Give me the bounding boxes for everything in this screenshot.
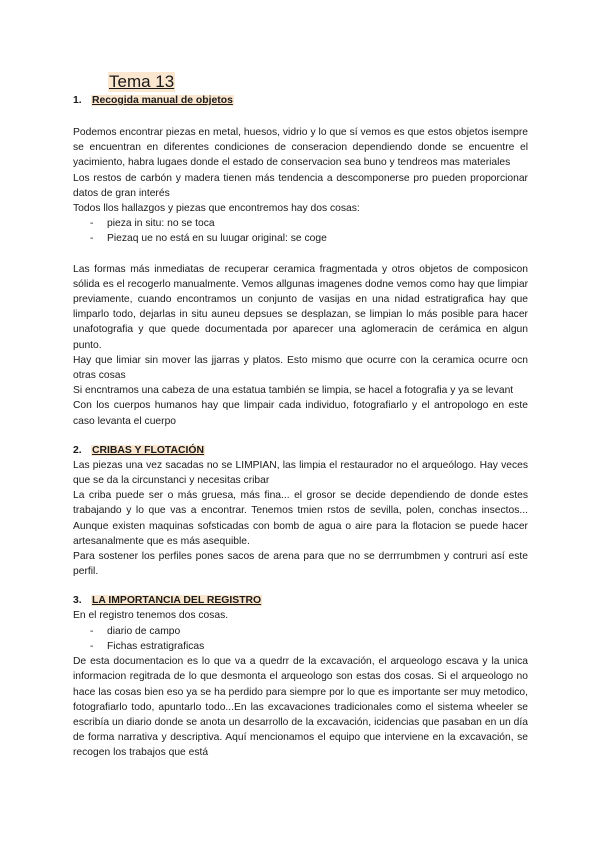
bullet-list (73, 624, 528, 654)
paragraph: Con los cuerpos humanos hay que limpair cada individuo, fotografiarlo y el antropologo en este caso levanta el cuerpo (73, 400, 528, 427)
bullet-list (73, 216, 528, 246)
paragraph: En el registro tenemos dos cosas. (73, 610, 229, 622)
section-2-title: CRIBAS Y FLOTACIÓN (92, 444, 204, 456)
paragraph: Podemos encontrar piezas en metal, huesos, vidrio y lo que sí vemos es que estos objetos isempre se encuentran en diferentes condiciones de conseracion dependiendo donde se encuentre el yacimiento, habra lugaes donde el estado de conservacion sea buno y tendreos mas materiales (73, 127, 528, 169)
paragraph: Hay que limiar sin mover las jjarras y platos. Esto mismo que ocurre con la ceramica ocurre ocn otras cosas (73, 354, 528, 382)
list-item: - Piezaq ue no está en su luugar original: se coge (90, 231, 528, 246)
document-page (73, 72, 528, 761)
paragraph: De esta documentacion es lo que va a quedrr de la excavación, el arqueologo escava y la unica informacion regitrada de lo que desmonta el arqueologo son estas dos cosas. Si el arqueologo no hace las cosas bien eso ya se ha perdido para siempre por lo que es importante ser muy metodico, fotografiarlo todo, apuntarlo todo...En las excavaciones tradicionales como el sistema wheeler se escribía un diario donde se anota un desarrollo de la excavación, icidencias que pasaban en un día de forma narrativa y descriptiva. Aquí mencionamos el equipo que interviene en la excavación, se recogen los trabajos que está (73, 656, 528, 759)
section-1-title: Recogida manual de objetos (92, 95, 233, 106)
paragraph: Todos llos hallazgos y piezas que encontremos hay dos cosas: (73, 203, 360, 215)
paragraph: Las piezas una vez sacadas no se LIMPIAN, las limpia el restaurador no el arqueólogo. Hay veces que se da la circunstanci y necesitas cribar (73, 459, 528, 487)
section-2-number: 2. (73, 444, 82, 456)
section-2-heading (73, 444, 528, 458)
paragraph: Si encntramos una cabeza de una estatua también se limpia, se hacel a fotografia y ya se levant (73, 385, 514, 397)
section-3-title: LA IMPORTANCIA DEL REGISTRO (92, 595, 262, 607)
paragraph: Para sostener los perfiles pones sacos de arena para que no se derrrumbmen y contruri así este perfil. (73, 551, 528, 578)
paragraph: Los restos de carbón y madera tienen más tendencia a descomponerse pro pueden proporcionar datos de gran interés (73, 172, 528, 199)
paragraph: La criba puede ser o más gruesa, más fina... el grosor se decide dependiendo de donde estes trabajando y lo que vas a encontrar. Tenemos tmien rstos de sevilla, polen, conchas insectos... Aunque existen maquinas sofsticadas con bomb de agua o aire para la flotacion se puede hacer artesanalmente que es más asequible. (73, 490, 528, 547)
page-title: Tema 13 (109, 72, 175, 91)
section-1-heading (73, 94, 528, 108)
list-item: - pieza in situ: no se toca (90, 216, 528, 231)
section-1-number: 1. (73, 95, 82, 106)
list-item: - diario de campo (90, 624, 528, 639)
title-wrap (73, 72, 528, 92)
list-item: - Fichas estratigraficas (90, 639, 528, 654)
section-3-number: 3. (73, 595, 82, 607)
section-3-heading (73, 594, 528, 608)
paragraph: Las formas más inmediatas de recuperar ceramica fragmentada y otros objetos de composicon sólida es el recogerlo manualmente. Vemos allgunas imagenes dodne vemos como hay que limpiar previamente, cuando encontramos un conjunto de vasijas en una nidad estratigrafica hay que limparlo todo, dejarlas in situ auneu depsues se desplazan, se limpian lo más posible para hacer unafotografia y que quede documentada por aparecer una aglomeracin de cerámica en algun punto. (73, 263, 528, 351)
